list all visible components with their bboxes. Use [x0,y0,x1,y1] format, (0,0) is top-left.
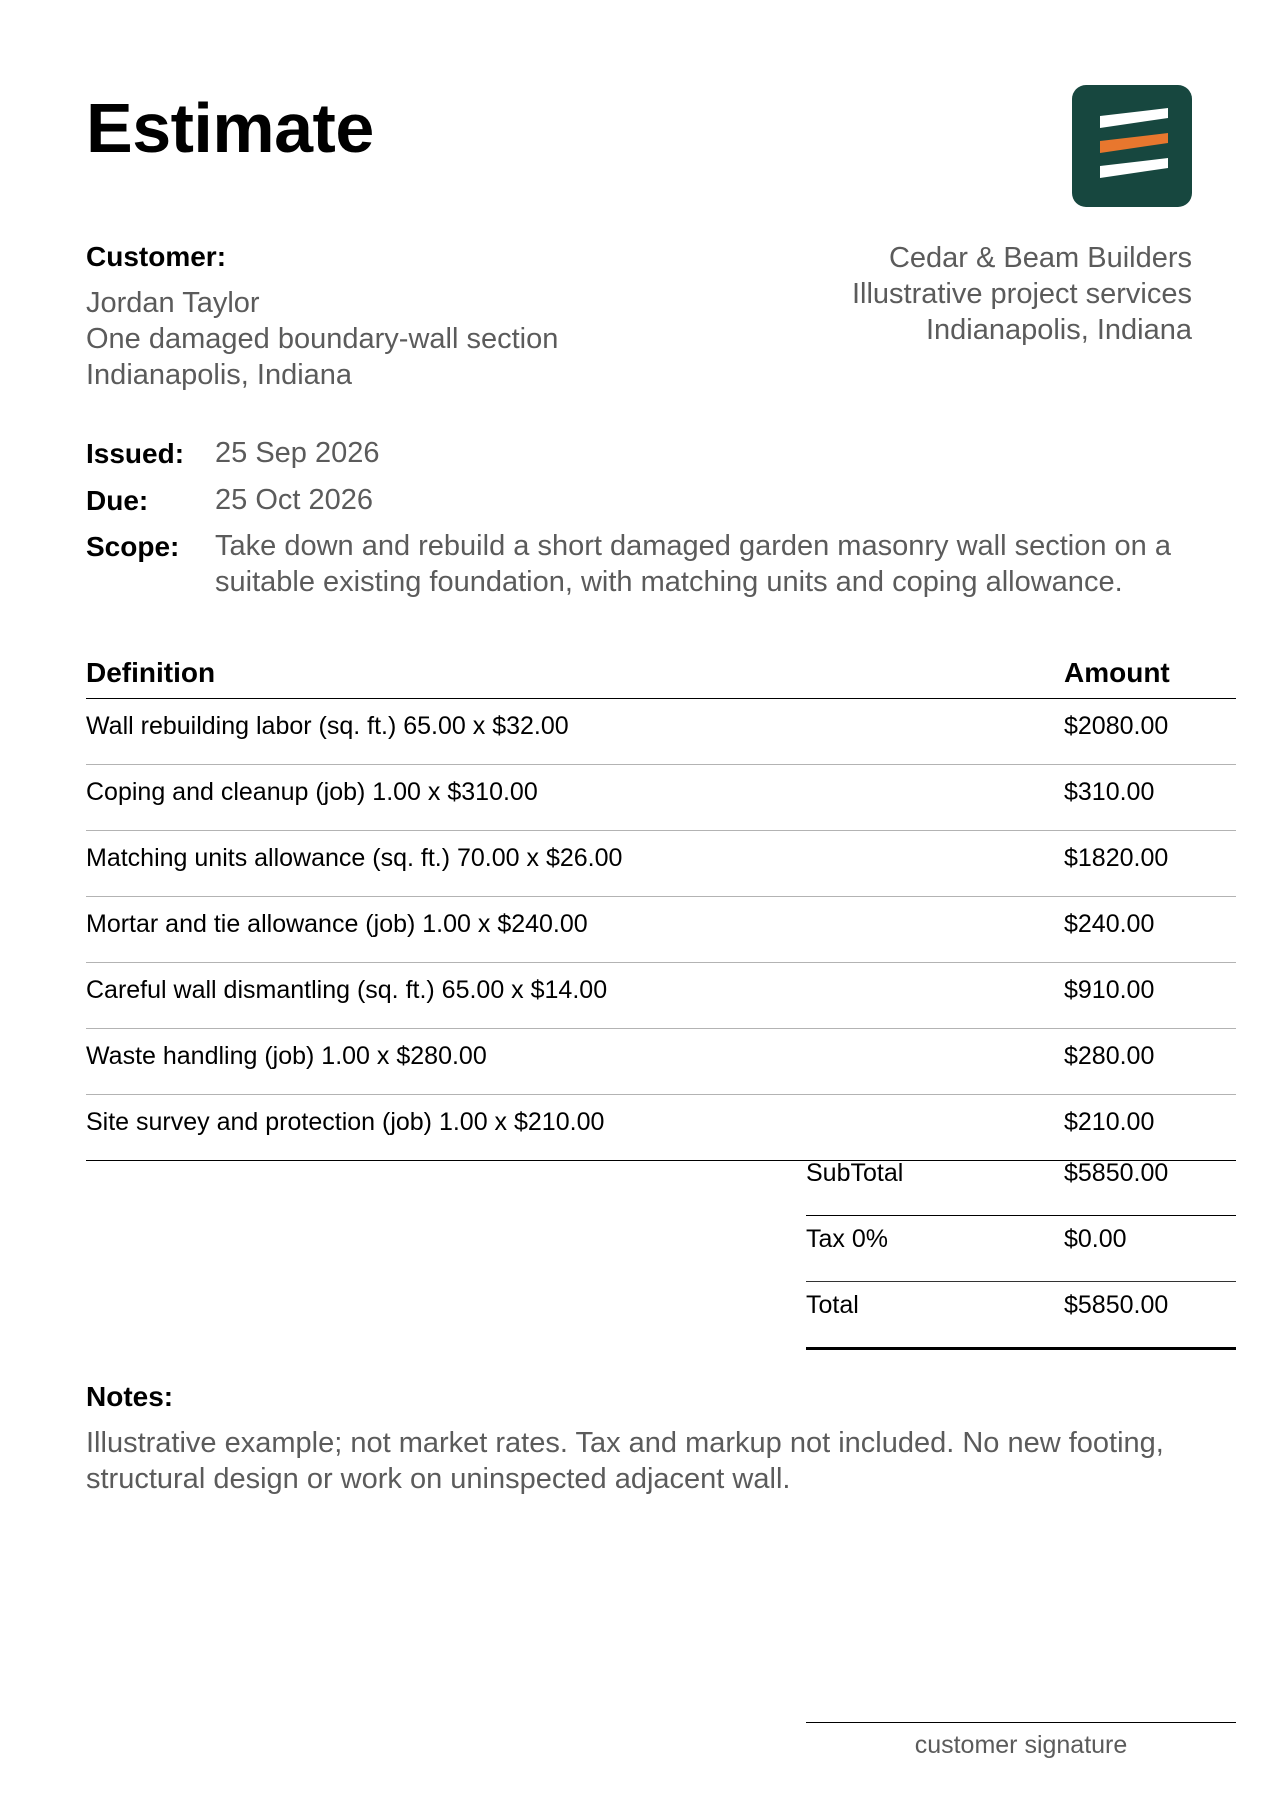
column-header-amount: Amount [1064,657,1170,688]
tax-row [806,1216,1236,1282]
table-row [86,897,1236,963]
total-value: $5850.00 [1064,1291,1169,1319]
scope-text: Take down and rebuild a short damaged garden masonry wall section on a suitable existing foundation, with matching units and coping allowance. [215,530,1171,598]
notes-text: Illustrative example; not market rates. Tax and markup not included. No new footing, structural design or work on uninspected adjacent wall. [86,1427,1164,1495]
subtotal-row [806,1150,1236,1216]
row-amount: $310.00 [1064,778,1155,806]
customer-name: Jordan Taylor [86,287,260,319]
stacked-layers-logo-icon [1072,85,1192,207]
table-row [86,831,1236,897]
due-label: Due: [86,485,149,516]
total-label: Total [806,1291,859,1319]
signature-line [806,1722,1236,1723]
row-description: Coping and cleanup (job) 1.00 x $310.00 [86,778,538,806]
customer-project: One damaged boundary-wall section [86,323,559,355]
tax-label: Tax 0% [806,1225,888,1253]
company-logo-icon [1072,85,1192,207]
subtotal-value: $5850.00 [1064,1159,1169,1187]
page-title: Estimate [86,89,374,167]
scope-label: Scope: [86,531,180,562]
tax-value: $0.00 [1064,1225,1127,1253]
customer-location: Indianapolis, Indiana [86,359,353,391]
company-name: Cedar & Beam Builders [888,242,1192,274]
row-description: Matching units allowance (sq. ft.) 70.00 x $26.00 [86,844,623,872]
company-details [592,240,1192,348]
signature-label: customer signature [914,1731,1128,1759]
column-header-description: Definition [86,657,216,688]
company-tagline: Illustrative project services [851,278,1192,310]
row-amount: $910.00 [1064,976,1155,1004]
line-items-table [86,652,1236,1161]
due-date: 25 Oct 2026 [215,484,373,516]
issued-date: 25 Sep 2026 [215,437,380,469]
row-amount: $280.00 [1064,1042,1155,1070]
row-description: Site survey and protection (job) 1.00 x $210.00 [86,1108,605,1136]
customer-label: Customer: [86,241,227,272]
notes-label: Notes: [86,1381,174,1412]
row-description: Careful wall dismantling (sq. ft.) 65.00 x $14.00 [86,976,608,1004]
row-description: Mortar and tie allowance (job) 1.00 x $240.00 [86,910,588,938]
company-location: Indianapolis, Indiana [925,314,1192,346]
totals-block [806,1150,1236,1350]
table-row [86,1029,1236,1095]
table-header [86,652,1236,699]
table-row [86,963,1236,1029]
row-amount: $210.00 [1064,1108,1155,1136]
table-row [86,699,1236,765]
total-row [806,1282,1236,1350]
subtotal-label: SubTotal [806,1159,904,1187]
issued-label: Issued: [86,438,185,469]
row-description: Waste handling (job) 1.00 x $280.00 [86,1042,487,1070]
row-amount: $2080.00 [1064,712,1169,740]
table-row [86,765,1236,831]
row-amount: $240.00 [1064,910,1155,938]
row-amount: $1820.00 [1064,844,1169,872]
row-description: Wall rebuilding labor (sq. ft.) 65.00 x $32.00 [86,712,569,740]
